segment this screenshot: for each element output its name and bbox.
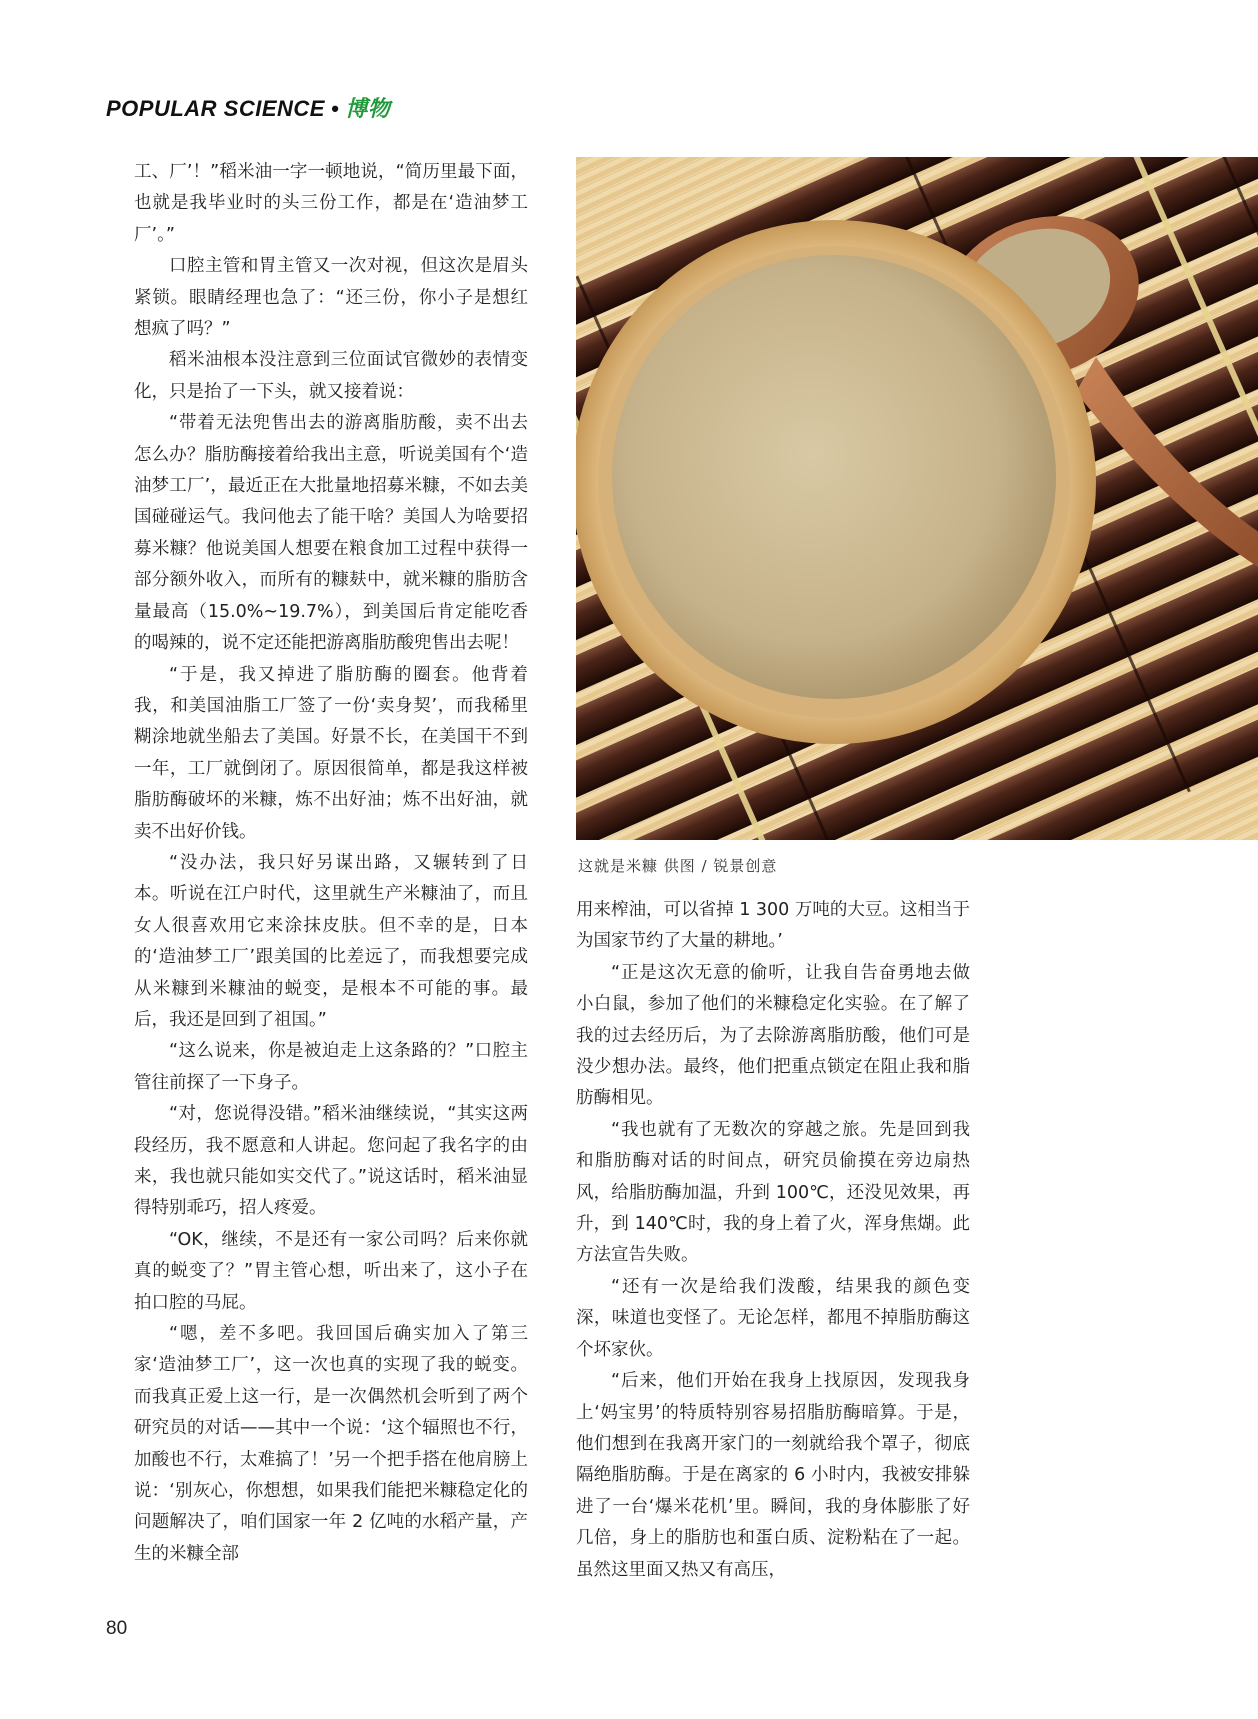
magazine-header (106, 92, 390, 123)
rice-bran-photo (576, 157, 1258, 840)
paragraph: “正是这次无意的偷听，让我自告奋勇地去做小白鼠，参加了他们的米糠稳定化实验。在了解了我的过去经历后，为了去除游离脂肪酸，他们可是没少想办法。最终，他们把重点锁定在阻止我和脂肪酶相见。 (576, 962, 970, 1109)
paragraph: “后来，他们开始在我身上找原因，发现我身上‘妈宝男’的特质特别容易招脂肪酶暗算。于是，他们想到在我离开家门的一刻就给我个罩子，彻底隔绝脂肪酶。于是在离家的 6 小时内，我被安排躲进了一台‘爆米花机’里。瞬间，我的身体膨胀了好几倍，身上的脂肪也和蛋白质、淀粉粘在了一起。虽然这里面又热又有高压， (576, 1371, 970, 1580)
paragraph: “还有一次是给我们泼酸，结果我的颜色变深，味道也变怪了。无论怎样，都甩不掉脂肪酶这个坏家伙。 (576, 1276, 970, 1360)
paragraph: “这么说来，你是被迫走上这条路的？”口腔主管往前探了一下身子。 (134, 1041, 528, 1093)
paragraph: “我也就有了无数次的穿越之旅。先是回到我和脂肪酶对话的时间点，研究员偷摸在旁边扇热风，给脂肪酶加温，升到 100℃，还没见效果，再升，到 140℃时，我的身上着了火，浑身焦煳。此方法宣告失败。 (576, 1119, 970, 1266)
paragraph: 用来榨油，可以省掉 1 300 万吨的大豆。这相当于为国家节约了大量的耕地。’ (576, 900, 970, 952)
bowl (576, 220, 1096, 744)
paragraph: 工、厂’！”稻米油一字一顿地说，“简历里最下面，也就是我毕业时的头三份工作，都是在‘造油梦工厂’。” (134, 162, 528, 245)
left-text-column (134, 157, 528, 1570)
right-text-column (576, 895, 970, 1586)
paragraph: 口腔主管和胃主管又一次对视，但这次是眉头紧锁。眼睛经理也急了：“还三份，你小子是想红想疯了吗？” (134, 256, 528, 340)
header-separator: • (330, 96, 340, 121)
photo-caption: 这就是米糠 供图 / 锐景创意 (578, 857, 778, 875)
brand-label: POPULAR SCIENCE (106, 96, 325, 121)
page-number: 80 (106, 1618, 128, 1639)
paragraph: “带着无法兜售出去的游离脂肪酸，卖不出去怎么办？脂肪酶接着给我出主意，听说美国有个‘造油梦工厂’，最近正在大批量地招募米糠，不如去美国碰碰运气。我问他去了能干啥？美国人为啥要招募米糠？他说美国人想要在粮食加工过程中获得一部分额外收入，而所有的糠麸中，就米糠的脂肪含量最高（15.0%~19.7%），到美国后肯定能吃香的喝辣的，说不定还能把游离脂肪酸兜售出去呢！ (134, 413, 528, 654)
paragraph: 稻米油根本没注意到三位面试官微妙的表情变化，只是抬了一下头，就又接着说： (134, 350, 528, 402)
paragraph: “没办法，我只好另谋出路，又辗转到了日本。听说在江户时代，这里就生产米糠油了，而且女人很喜欢用它来涂抹皮肤。但不幸的是，日本的‘造油梦工厂’跟美国的比差远了，而我想要完成从米糠到米糠油的蜕变，是根本不可能的事。最后，我还是回到了祖国。” (134, 852, 528, 1030)
section-label: 博物 (345, 96, 391, 121)
paragraph: “嗯，差不多吧。我回国后确实加入了第三家‘造油梦工厂’，这一次也真的实现了我的蜕变。而我真正爱上这一行，是一次偶然机会听到了两个研究员的对话——其中一个说：‘这个辐照也不行，加酸也不行，太难搞了！’另一个把手搭在他肩膀上说：‘别灰心，你想想，如果我们能把米糠稳定化的问题解决了，咱们国家一年 2 亿吨的水稻产量，产生的米糠全部 (134, 1324, 528, 1564)
paragraph: “于是，我又掉进了脂肪酶的圈套。他背着我，和美国油脂工厂签了一份‘卖身契’，而我稀里糊涂地就坐船去了美国。好景不长，在美国干不到一年，工厂就倒闭了。原因很简单，都是我这样被脂肪酶破坏的米糠，炼不出好油；炼不出好油，就卖不出好价钱。 (134, 664, 528, 842)
paragraph: “OK，继续，不是还有一家公司吗？后来你就真的蜕变了？”胃主管心想，听出来了，这小子在拍口腔的马屁。 (134, 1229, 528, 1313)
paragraph: “对，您说得没错。”稻米油继续说，“其实这两段经历，我不愿意和人讲起。您问起了我名字的由来，我也就只能如实交代了。”说这话时，稻米油显得特别乖巧，招人疼爱。 (134, 1104, 528, 1219)
